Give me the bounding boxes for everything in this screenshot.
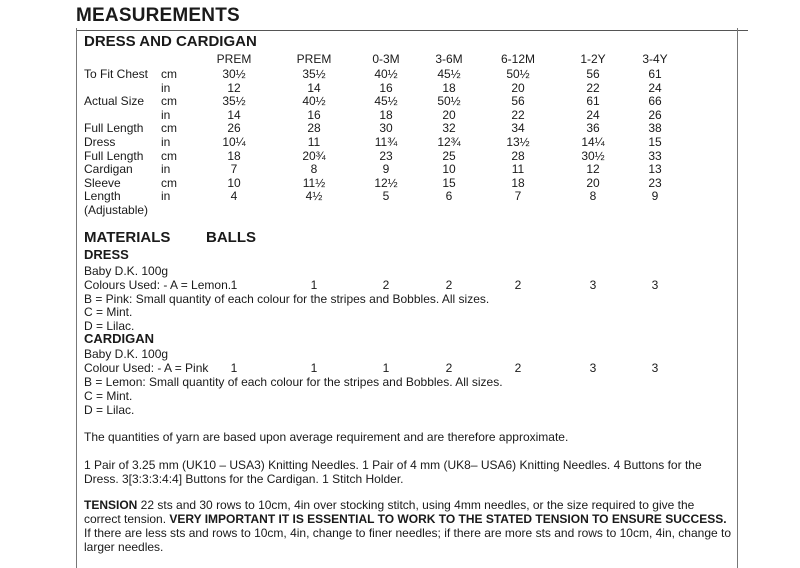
row-label: Full Length xyxy=(84,149,144,163)
cardigan-colour-d: D = Lilac. xyxy=(84,403,135,417)
table-cell: 8 xyxy=(589,189,597,203)
table-cell: 50½ xyxy=(506,67,530,81)
ball-count: 1 xyxy=(230,278,238,292)
table-cell: 18 xyxy=(442,81,456,95)
cardigan-colour-b: B = Lemon: Small quantity of each colour for the stripes and Bobbles. All sizes. xyxy=(84,375,503,389)
section-heading-dress-cardigan: DRESS AND CARDIGAN xyxy=(84,33,257,50)
table-cell: 66 xyxy=(648,94,662,108)
table-cell: 16 xyxy=(379,81,393,95)
row-unit: cm xyxy=(161,67,177,81)
table-cell: 30 xyxy=(379,121,393,135)
tension-label: TENSION xyxy=(84,498,138,512)
ball-count: 2 xyxy=(514,361,522,375)
table-cell: 11 xyxy=(307,135,321,149)
dress-heading: DRESS xyxy=(84,247,129,262)
row-label: Length xyxy=(84,189,121,203)
table-cell: 9 xyxy=(651,189,659,203)
table-cell: 56 xyxy=(511,94,525,108)
row-unit: in xyxy=(161,108,171,122)
tension-paragraph xyxy=(84,498,734,526)
size-header: PREM xyxy=(216,52,252,66)
ball-count: 2 xyxy=(514,278,522,292)
ball-count: 3 xyxy=(589,361,597,375)
adjustable-note: (Adjustable) xyxy=(84,203,149,217)
cardigan-colours-label: Colour Used: - A = Pink xyxy=(84,361,209,375)
row-label: Cardigan xyxy=(84,162,133,176)
row-label: Full Length xyxy=(84,121,144,135)
table-cell: 23 xyxy=(648,176,662,190)
table-cell: 45½ xyxy=(437,67,461,81)
row-unit: cm xyxy=(161,176,177,190)
table-cell: 61 xyxy=(586,94,600,108)
size-header: PREM xyxy=(296,52,332,66)
table-cell: 35½ xyxy=(302,67,326,81)
size-header: 3-6M xyxy=(435,52,463,66)
row-label: Dress xyxy=(84,135,116,149)
table-cell: 22 xyxy=(511,108,525,122)
table-cell: 38 xyxy=(648,121,662,135)
table-cell: 30½ xyxy=(222,67,246,81)
ball-count: 1 xyxy=(382,361,390,375)
row-unit: in xyxy=(161,162,171,176)
row-unit: in xyxy=(161,81,171,95)
tension-advice: If there are less sts and rows to 10cm, 4in, change to finer needles; if there are more sts and rows to 10cm, 4in, change to larger needles. xyxy=(84,526,732,554)
table-cell: 32 xyxy=(442,121,456,135)
ball-count: 1 xyxy=(310,361,318,375)
table-cell: 50½ xyxy=(437,94,461,108)
table-cell: 12½ xyxy=(374,176,398,190)
table-cell: 15 xyxy=(648,135,662,149)
table-cell: 20 xyxy=(586,176,600,190)
ball-count: 2 xyxy=(445,361,453,375)
table-cell: 11½ xyxy=(302,176,326,190)
row-unit: cm xyxy=(161,121,177,135)
table-cell: 18 xyxy=(379,108,393,122)
tension-important: VERY IMPORTANT IT IS ESSENTIAL TO WORK TO THE STATED TENSION TO ENSURE SUCCESS. xyxy=(169,512,727,526)
table-cell: 15 xyxy=(442,176,456,190)
ball-count: 3 xyxy=(651,278,659,292)
table-cell: 10 xyxy=(442,162,456,176)
table-cell: 12¾ xyxy=(437,135,461,149)
table-cell: 6 xyxy=(445,189,453,203)
dress-colour-c: C = Mint. xyxy=(84,305,133,319)
dress-colour-d: D = Lilac. xyxy=(84,319,135,333)
balls-heading: BALLS xyxy=(206,229,256,246)
table-cell: 24 xyxy=(586,108,600,122)
row-unit: in xyxy=(161,135,171,149)
table-cell: 61 xyxy=(648,67,662,81)
table-cell: 20¾ xyxy=(302,149,326,163)
cardigan-colour-c: C = Mint. xyxy=(84,389,133,403)
dress-yarn: Baby D.K. 100g xyxy=(84,264,169,278)
cardigan-yarn: Baby D.K. 100g xyxy=(84,347,169,361)
row-label: Sleeve xyxy=(84,176,121,190)
table-cell: 30½ xyxy=(581,149,605,163)
table-cell: 7 xyxy=(230,162,238,176)
row-unit: cm xyxy=(161,94,177,108)
row-label: To Fit Chest xyxy=(84,67,149,81)
needles-note: 1 Pair of 3.25 mm (UK10 – USA3) Knitting Needles. 1 Pair of 4 mm (UK8– USA6) Knitting Needles. 4 Buttons for the Dress. 3[3:3:3:4:4] Buttons for the Cardigan. 1 Stitch Holder. xyxy=(84,458,702,486)
table-cell: 4 xyxy=(230,189,238,203)
row-unit: in xyxy=(161,189,171,203)
table-cell: 40½ xyxy=(302,94,326,108)
table-cell: 40½ xyxy=(374,67,398,81)
dress-colour-b: B = Pink: Small quantity of each colour for the stripes and Bobbles. All sizes. xyxy=(84,292,490,306)
ball-count: 2 xyxy=(445,278,453,292)
table-cell: 14 xyxy=(227,108,241,122)
table-cell: 28 xyxy=(511,149,525,163)
table-cell: 8 xyxy=(310,162,318,176)
tension-text: 22 sts and 30 rows to 10cm, 4in over stocking stitch, using 4mm needles, or the size required to give the correct tension. xyxy=(84,498,695,526)
table-cell: 20 xyxy=(511,81,525,95)
table-cell: 20 xyxy=(442,108,456,122)
ball-count: 3 xyxy=(589,278,597,292)
table-cell: 12 xyxy=(227,81,241,95)
table-cell: 16 xyxy=(307,108,321,122)
table-cell: 5 xyxy=(382,189,390,203)
cardigan-heading: CARDIGAN xyxy=(84,331,155,346)
ball-count: 1 xyxy=(230,361,238,375)
table-cell: 26 xyxy=(227,121,241,135)
table-cell: 18 xyxy=(227,149,241,163)
table-cell: 14 xyxy=(307,81,321,95)
table-cell: 56 xyxy=(586,67,600,81)
table-cell: 9 xyxy=(382,162,390,176)
table-cell: 4½ xyxy=(305,189,323,203)
table-cell: 45½ xyxy=(374,94,398,108)
table-cell: 10¼ xyxy=(222,135,246,149)
table-cell: 34 xyxy=(511,121,525,135)
table-cell: 11¾ xyxy=(374,135,398,149)
table-cell: 26 xyxy=(648,108,662,122)
table-cell: 35½ xyxy=(222,94,246,108)
size-header: 3-4Y xyxy=(642,52,668,66)
table-cell: 22 xyxy=(586,81,600,95)
size-header: 1-2Y xyxy=(580,52,606,66)
table-cell: 24 xyxy=(648,81,662,95)
table-cell: 10 xyxy=(227,176,241,190)
ball-count: 3 xyxy=(651,361,659,375)
table-cell: 12 xyxy=(586,162,600,176)
table-cell: 11 xyxy=(511,162,525,176)
table-cell: 14¼ xyxy=(581,135,605,149)
table-cell: 18 xyxy=(511,176,525,190)
table-cell: 7 xyxy=(514,189,522,203)
table-cell: 23 xyxy=(379,149,393,163)
materials-heading: MATERIALS xyxy=(84,229,171,246)
row-unit: cm xyxy=(161,149,177,163)
ball-count: 1 xyxy=(310,278,318,292)
size-header: 6-12M xyxy=(500,52,535,66)
dress-colours-label: Colours Used: - A = Lemon. xyxy=(84,278,232,292)
table-cell: 13 xyxy=(648,162,662,176)
row-label: Actual Size xyxy=(84,94,145,108)
table-cell: 33 xyxy=(648,149,662,163)
table-cell: 13½ xyxy=(506,135,530,149)
page-title: MEASUREMENTS xyxy=(76,5,240,26)
table-cell: 25 xyxy=(442,149,456,163)
ball-count: 2 xyxy=(382,278,390,292)
table-cell: 36 xyxy=(586,121,600,135)
table-cell: 28 xyxy=(307,121,321,135)
quantities-note: The quantities of yarn are based upon average requirement and are therefore approximate. xyxy=(84,430,569,444)
size-header: 0-3M xyxy=(372,52,400,66)
